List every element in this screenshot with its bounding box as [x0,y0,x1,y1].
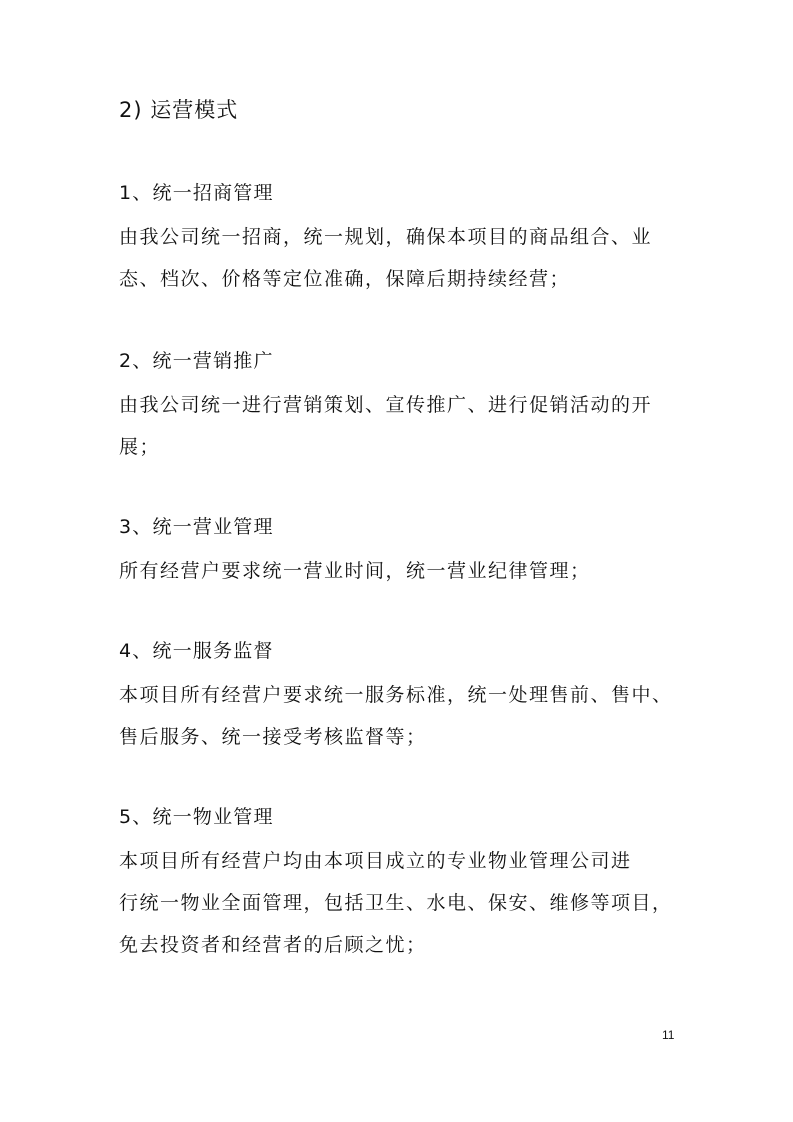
subsection-title: 5、统一物业管理 [119,806,274,828]
paragraph-line: 售后服务、统一接受考核监督等； [119,726,427,748]
paragraph-line: 由我公司统一进行营销策划、宣传推广、进行促销活动的开 [119,394,653,416]
subsection-title: 1、统一招商管理 [119,182,274,204]
paragraph-line: 免去投资者和经营者的后顾之忧； [119,934,427,956]
paragraph-line: 行统一物业全面管理，包括卫生、水电、保安、维修等项目， [119,892,673,914]
paragraph-line: 本项目所有经营户要求统一服务标准，统一处理售前、售中、 [119,684,673,706]
paragraph-line: 所有经营户要求统一营业时间，统一营业纪律管理； [119,560,591,582]
subsection-title: 3、统一营业管理 [119,516,274,538]
section-heading: 2) 运营模式 [119,98,239,122]
paragraph-line: 由我公司统一招商，统一规划，确保本项目的商品组合、业 [119,226,653,248]
paragraph-line: 本项目所有经营户均由本项目成立的专业物业管理公司进 [119,850,632,872]
subsection-title: 4、统一服务监督 [119,640,274,662]
subsection-title: 2、统一营销推广 [119,350,274,372]
page-number: 11 [662,1028,675,1042]
paragraph-line: 展； [119,436,161,458]
paragraph-line: 态、档次、价格等定位准确，保障后期持续经营； [119,268,571,290]
